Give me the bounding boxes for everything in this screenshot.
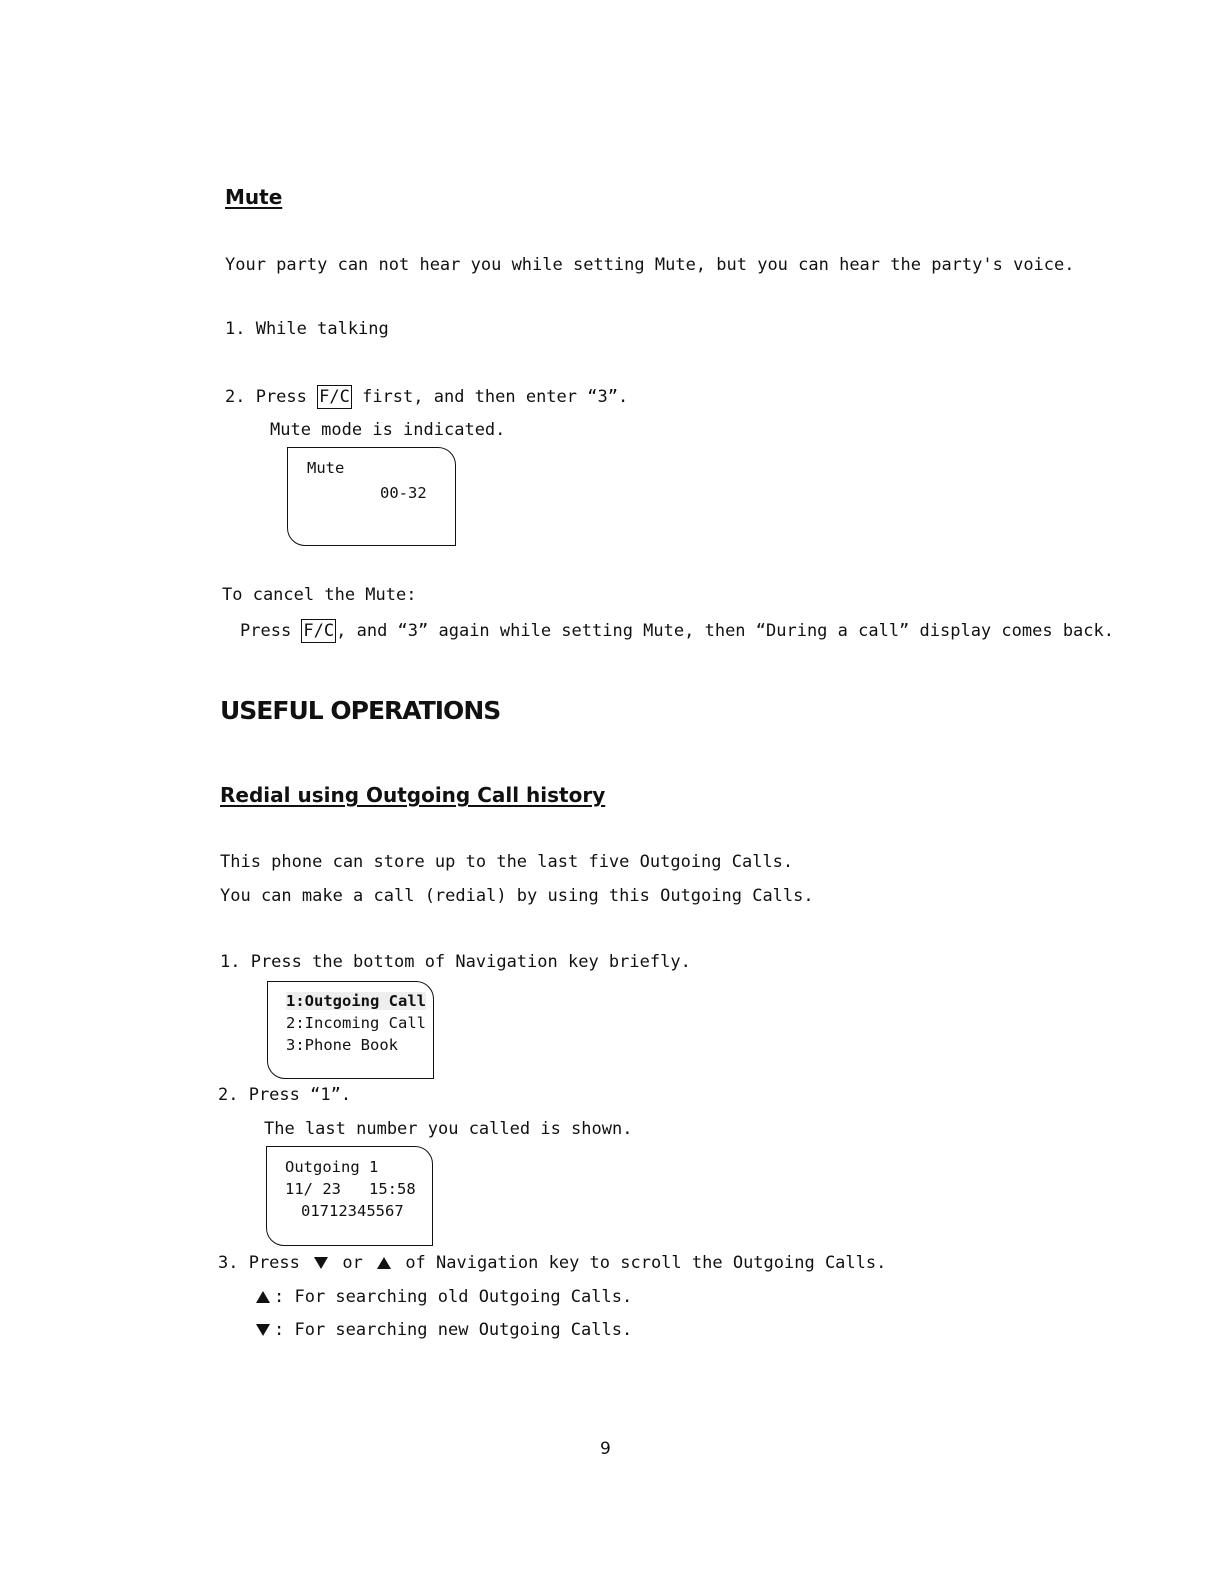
useful-operations-heading: USEFUL OPERATIONS [220, 696, 501, 725]
fc-key-icon: F/C [319, 387, 350, 407]
down-arrow-description [252, 1320, 632, 1340]
step-3-or: or [332, 1253, 374, 1273]
menu-item-phone-book: 3:Phone Book [286, 1036, 398, 1054]
outgoing-display-line-2: 11/ 23 15:58 [285, 1180, 416, 1198]
up-arrow-description [252, 1287, 632, 1307]
mute-step-2 [225, 385, 628, 409]
mute-step-1: 1. While talking [225, 319, 389, 339]
redial-step-3 [218, 1253, 886, 1273]
outgoing-display-line-1: Outgoing 1 [285, 1158, 379, 1176]
mute-heading: Mute [225, 185, 283, 209]
mute-step-2-post: first, and then enter “3”. [351, 387, 629, 407]
redial-heading: Redial using Outgoing Call history [220, 783, 606, 807]
down-arrow-icon [256, 1324, 270, 1336]
outgoing-display-line-3: 01712345567 [301, 1202, 404, 1220]
mute-indicated-text: Mute mode is indicated. [270, 420, 506, 440]
redial-shown-text: The last number you called is shown. [264, 1119, 633, 1139]
step-3-pre: 3. Press [218, 1253, 311, 1273]
mute-display-line-1: Mute [307, 459, 345, 477]
mute-display [287, 447, 456, 546]
redial-step-1: 1. Press the bottom of Navigation key briefly. [220, 952, 691, 972]
mute-intro: Your party can not hear you while setting Mute, but you can hear the party's voice. [225, 255, 1075, 275]
step-3-post: of Navigation key to scroll the Outgoing Calls. [395, 1253, 887, 1273]
redial-step-2: 2. Press “1”. [218, 1085, 352, 1105]
menu-item-outgoing: 1:Outgoing Call [286, 992, 426, 1010]
cancel-title: To cancel the Mute: [222, 585, 417, 605]
cancel-pre: Press [240, 621, 302, 641]
down-arrow-icon [314, 1257, 328, 1269]
menu-display [267, 981, 434, 1079]
outgoing-display [266, 1146, 433, 1246]
up-arrow-icon [256, 1291, 270, 1303]
page-number: 9 [600, 1439, 611, 1459]
redial-intro-1: This phone can store up to the last five Outgoing Calls. [220, 852, 794, 872]
menu-item-incoming: 2:Incoming Call [286, 1014, 426, 1032]
redial-intro-2: You can make a call (redial) by using this Outgoing Calls. [220, 886, 814, 906]
up-arrow-icon [377, 1257, 391, 1269]
cancel-post: , and “3” again while setting Mute, then “During a call” display comes back. [336, 621, 1114, 641]
up-desc: : For searching old Outgoing Calls. [274, 1287, 633, 1307]
fc-key-icon: F/C [303, 621, 335, 641]
down-desc: : For searching new Outgoing Calls. [274, 1320, 633, 1340]
cancel-instructions [240, 619, 1114, 643]
mute-display-line-2: 00-32 [380, 484, 427, 502]
mute-step-2-pre: 2. Press [225, 387, 318, 407]
